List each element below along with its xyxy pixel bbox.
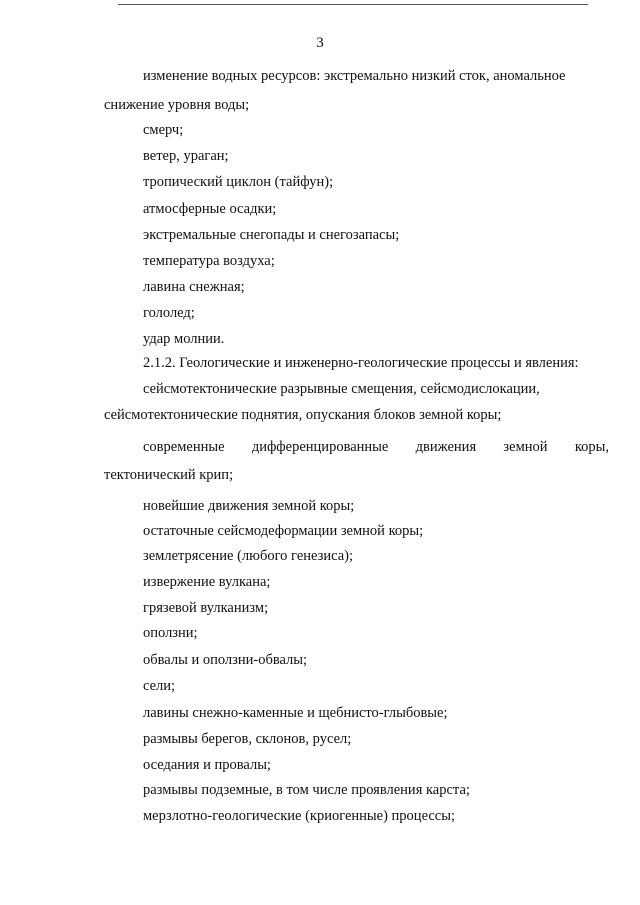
text-line: изменение водных ресурсов: экстремально низкий сток, аномальное bbox=[143, 68, 566, 84]
top-rule bbox=[118, 4, 588, 5]
text-line: смерч; bbox=[143, 122, 184, 138]
justified-line bbox=[143, 438, 609, 456]
text-line: обвалы и оползни-обвалы; bbox=[143, 652, 308, 668]
word: земной bbox=[503, 439, 548, 455]
text-line: снижение уровня воды; bbox=[104, 97, 250, 113]
text-line: мерзлотно-геологические (криогенные) процессы; bbox=[143, 808, 456, 824]
text-line: лавины снежно-каменные и щебнисто-глыбовые; bbox=[143, 705, 448, 721]
text-line: грязевой вулканизм; bbox=[143, 600, 269, 616]
page-number: 3 bbox=[316, 35, 324, 51]
text-line: лавина снежная; bbox=[143, 279, 245, 295]
text-line: оседания и провалы; bbox=[143, 757, 271, 773]
text-line: остаточные сейсмодеформации земной коры; bbox=[143, 523, 424, 539]
text-line: сейсмотектонические разрывные смещения, сейсмодислокации, bbox=[143, 381, 540, 397]
text-line: оползни; bbox=[143, 625, 198, 641]
text-line: тропический циклон (тайфун); bbox=[143, 174, 334, 190]
word: дифференцированные bbox=[251, 439, 389, 455]
section-heading: 2.1.2. Геологические и инженерно-геологические процессы и явления: bbox=[143, 355, 579, 371]
text-line: землетрясение (любого генезиса); bbox=[143, 548, 354, 564]
text-line: ветер, ураган; bbox=[143, 148, 229, 164]
text-line: атмосферные осадки; bbox=[143, 201, 277, 217]
text-line: температура воздуха; bbox=[143, 253, 275, 269]
text-line: гололед; bbox=[143, 305, 195, 321]
text-line: извержение вулкана; bbox=[143, 574, 271, 590]
word: коры, bbox=[574, 439, 609, 455]
text-line: сели; bbox=[143, 678, 176, 694]
text-line: сейсмотектонические поднятия, опускания блоков земной коры; bbox=[104, 407, 502, 423]
text-line: экстремальные снегопады и снегозапасы; bbox=[143, 227, 400, 243]
text-line: новейшие движения земной коры; bbox=[143, 498, 355, 514]
text-line: размывы берегов, склонов, русел; bbox=[143, 731, 352, 747]
text-line: тектонический крип; bbox=[104, 467, 234, 483]
word: движения bbox=[415, 439, 477, 455]
word: современные bbox=[143, 439, 225, 455]
text-line: удар молнии. bbox=[143, 331, 225, 347]
text-line: размывы подземные, в том числе проявления карста; bbox=[143, 782, 470, 798]
